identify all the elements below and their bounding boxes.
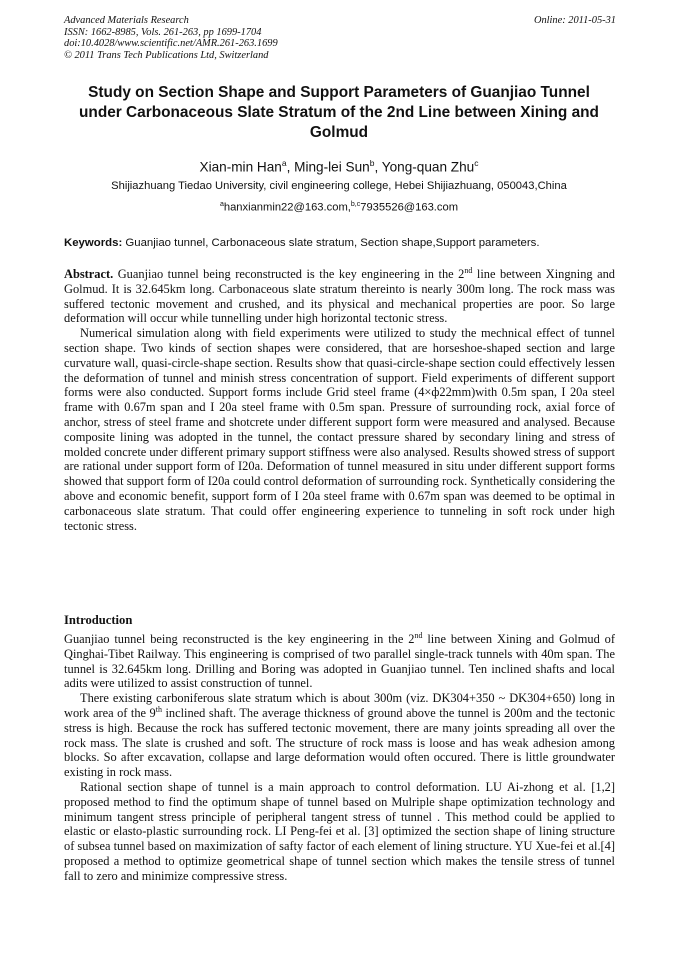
- keywords-text: Guanjiao tunnel, Carbonaceous slate stratum, Section shape,Support parameters.: [122, 237, 540, 249]
- abstract-section: [64, 267, 615, 533]
- abstract-text: line between Xingning and Golmud. It is 32.645km long. Carbonaceous slate stratum thereinto is nearly 300m long. The rock mass was suffered tectonic movement and crushed, and its physical and mechanical properties are poor. So large deformation will occur while tunnelling under high horizontal tectonic stress.: [64, 267, 616, 326]
- author-affil-mark: c: [474, 158, 479, 168]
- email-mark: b,c: [350, 201, 361, 208]
- ordinal-suffix: th: [155, 704, 162, 714]
- title-line: under Carbonaceous Slate Stratum of the 2nd Line between Xining and: [79, 104, 599, 121]
- email-address: 7935526@163.com: [360, 201, 459, 214]
- author-name: Xian-min Han: [199, 159, 282, 175]
- ordinal-suffix: nd: [414, 630, 423, 640]
- title-line: Study on Section Shape and Support Parameters of Guanjiao Tunnel: [88, 84, 590, 101]
- author-list: [60, 154, 618, 177]
- journal-name: Advanced Materials Research: [64, 15, 189, 26]
- keywords: [64, 236, 620, 250]
- intro-paragraph: Rational section shape of tunnel is a main approach to control deformation. LU Ai-zhong et al. [1,2] proposed method to find the optimum shape of tunnel based on Mulriple shape optimization technology and minimum tangent stress principle of peripheral tangent stress of tunnel . This method could be applied to elastic or elasto-plastic surrounding rock. LI Peng-fei et al. [3] optimized the section shape of lining structure of subsea tunnel based on maximization of safty factor of each element of lining structure. YU Xue-fei et al.[4] proposed a method to optimize geometrical shape of tunnel section which makes the tensile stress of tunnel fall to zero and minimize compressive stress.: [64, 779, 615, 883]
- intro-text: inclined shaft. The average thickness of ground above the tunnel is 200m and the tectonic stress is high. Because the rock has suffered tectonic movement, there are many joints spreading all over the rock mass. The slate is crushed and soft. The structure of rock mass is loose and has weak adhesion among blocks. So after excavation, collapse and large deformation would often occured. There is little groundwater existing in rock mass.: [64, 705, 615, 780]
- email-address: hanxianmin22@163.com,: [223, 201, 351, 214]
- intro-paragraph: [64, 632, 615, 691]
- affiliation: Shijiazhuang Tiedao University, civil engineering college, Hebei Shijiazhuang, 050043,China: [111, 180, 567, 192]
- author-affil-mark: a: [281, 158, 287, 168]
- journal-header: [64, 15, 616, 61]
- paper-title: [60, 83, 618, 143]
- title-line: Golmud: [309, 124, 369, 141]
- intro-text: Guanjiao tunnel being reconstructed is the key engineering in the 2: [64, 632, 415, 646]
- author-name: Yong-quan Zhu: [381, 159, 475, 175]
- online-date: Online: 2011-05-31: [533, 15, 616, 26]
- author-separator: ,: [286, 159, 295, 175]
- journal-doi: doi:10.4028/www.scientific.net/AMR.261-263.1699: [64, 38, 278, 50]
- intro-paragraph: [64, 691, 615, 780]
- abstract-paragraph: Numerical simulation along with field experiments were utilized to study the mechnical effect of tunnel section shape. Two kinds of section shapes were considered, that are horseshoe-shaped section and large curvature wall, quasi-circle-shape section. Results show that quasi-circle-shape section could effectively lessen the deformation of tunnel and minish stress concentration of support. Field experiments of different support forms were also conducted. Support forms include Grid steel frame (4×ф22mm)with 0.5m span, I 20a steel frame with 0.67m span and I 20a steel frame with 0.5m span. Pressure of surrounding rock, axial force of anchor, stress of steel frame and shotcrete under different support form were measured and analysed. Because composite lining was adopted in the tunnel, the contact pressure shared by secondary lining and stress of molded concrete under different primary support stiffness were also analysed. Results showed stress of support are rational under support form of I20a. Deformation of tunnel measured in situ under different support forms showed that support form of I20a could control deformation of surrounding rock. Synthetically considering the above and economic benefit, support form of I 20a steel frame with 0.67m span was deemed to be optimal in carbonaceous slate stratum. That could offer engineering experience to tunneling in soft rock under high tectonic stress.: [64, 326, 615, 533]
- intro-text: There existing carboniferous slate stratum which is about 300m (viz. DK304+350 ~ DK304+650) long in work area of the 9: [64, 691, 615, 720]
- section-heading-introduction: Introduction: [64, 613, 133, 627]
- author-separator: ,: [374, 159, 382, 175]
- abstract-text: Guanjiao tunnel being reconstructed is the key engineering in the 2: [113, 267, 465, 281]
- intro-text: line between Xining and Golmud of Qinghai-Tibet Railway. This engineering is comprised of two parallel single-track tunnels with 40m span. The tunnel is 32.645km long. Drilling and Boring was adopted in Guanjiao tunnel. Ten inclined shafts and local adits were utilized to assist construction of tunnel.: [64, 632, 615, 691]
- introduction-section: [64, 632, 615, 884]
- email-mark: a: [219, 201, 224, 208]
- journal-issn: ISSN: 1662-8985, Vols. 261-263, pp 1699-1704: [64, 26, 262, 38]
- abstract-paragraph: [64, 267, 615, 326]
- author-name: Ming-lei Sun: [294, 159, 370, 175]
- journal-copyright: © 2011 Trans Tech Publications Ltd, Switzerland: [64, 49, 269, 61]
- ordinal-suffix: nd: [464, 265, 473, 275]
- author-affil-mark: b: [369, 158, 375, 168]
- keywords-label: Keywords:: [64, 237, 123, 249]
- abstract-label: Abstract.: [64, 267, 114, 281]
- author-emails: [40, 198, 638, 215]
